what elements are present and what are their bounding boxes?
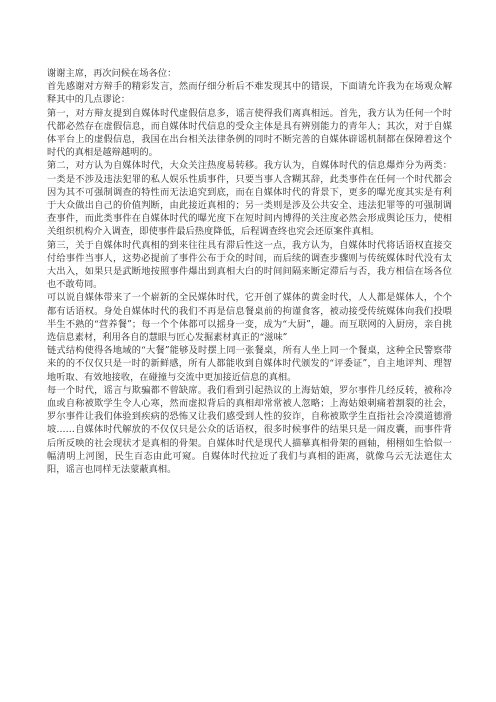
paragraph-point-three: 第三，关于自媒体时代真相的到来往往具有滞后性这一点，我方认为，自媒体时代将话语权直接交付给事件当事人，这势必提前了事件公布于众的时间，而后续的调查步骤则与传统媒体时代没有太大出入，如果只是武断地按照事件爆出到真相大白的时间间隔来断定滞后与否，我方相信在场各位也不敢苟同。 [47, 239, 452, 291]
document-body [47, 67, 452, 476]
paragraph-point-two: 第二，对方认为自媒体时代，大众关注热度易转移。我方认为，自媒体时代的信息爆炸分为两类：一类是不涉及违法犯罪的私人娱乐性质事件，只要当事人含糊其辞，此类事件在任何一个时代都会因为其不可强制调查的特性而无法追究到底，而在自媒体时代的背景下，更多的曝光度其实是有利于大众做出自己的价值判断，由此接近真相的；另一类则是涉及公共安全、违法犯罪等的可强制调查事件，而此类事件在自媒体时代的曝光度下在短时间内博得的关注度必然会形成舆论压力，使相关组织机构介入调查，即使事件最后热度降低，后程调查终也究会还原案件真相。 [47, 160, 452, 238]
paragraph-point-one: 第一，对方辩友提到自媒体时代虚假信息多，谣言使得我们离真相远。首先，我方认为任何一个时代都必然存在虚假信息，而自媒体时代信息的受众主体是具有辨别能力的青年人；其次，对于自媒体平台上的虚假信息，我国在出台相关法律条例的同时不断完善的自媒体辟谣机制都在保障着这个时代的真相是越辩越明的。 [47, 107, 452, 159]
paragraph-conclusion: 每一个时代，谣言与欺骗都不曾缺席。我们看到引起热议的上海姑娘，罗尔事件几经反转，被称冷血或自称被欺学生令人心寒，然而虚拟背后的真相却常常被人忽略；上海姑娘刺痛着割裂的社会，罗尔事件让我们体验到疾病的恐怖又让我们感受到人性的狡诈，自称被欺学生直指社会冷漠道德滑坡……自媒体时代解放的不仅仅只是公众的话语权，很多时候事件的结果只是一闹皮囊，而事件背后所反映的社会现状才是真相的骨架。自媒体时代是现代人描摹真相骨架的画轴，栩栩如生恰似一幅清明上河图，民生百态由此可窥。自媒体时代拉近了我们与真相的距离，就像乌云无法遮住太阳，谣言也同样无法蒙蔽真相。 [47, 384, 452, 476]
paragraph-media-era: 可以说自媒体带来了一个崭新的全民媒体时代，它开创了媒体的黄金时代，人人都是媒体人，个个都有话语权。身处自媒体时代的我们不再是信息餐桌前的拘谨食客，被动接受传统媒体向我们投喂半生不熟的“营养餐”；每一个个体都可以摇身一变，成为“大厨”，趣。而互联网的入厨房，亲自挑选信息素材，利用各自的慧眼与匠心发掘素材真正的“滋味” [47, 292, 452, 344]
paragraph-intro: 首先感谢对方辩手的精彩发言，然而仔细分析后不难发现其中的错误，下面请允许我为在场观众解释其中的几点谬论： [47, 81, 452, 106]
greeting-line: 谢谢主席，再次问候在场各位： [47, 68, 177, 79]
paragraph-chain-structure: 链式结构使得各地域的“大餐”能够及时摆上同一张餐桌，所有人坐上同一个餐桌，这种全民警察带来的的不仅仅只是一时的新鲜感，所有人都能收到自媒体时代颁发的“评委证”，自主地评判、理智地听取、有效地接收，在碰撞与交流中更加接近信息的真相。 [47, 345, 452, 383]
